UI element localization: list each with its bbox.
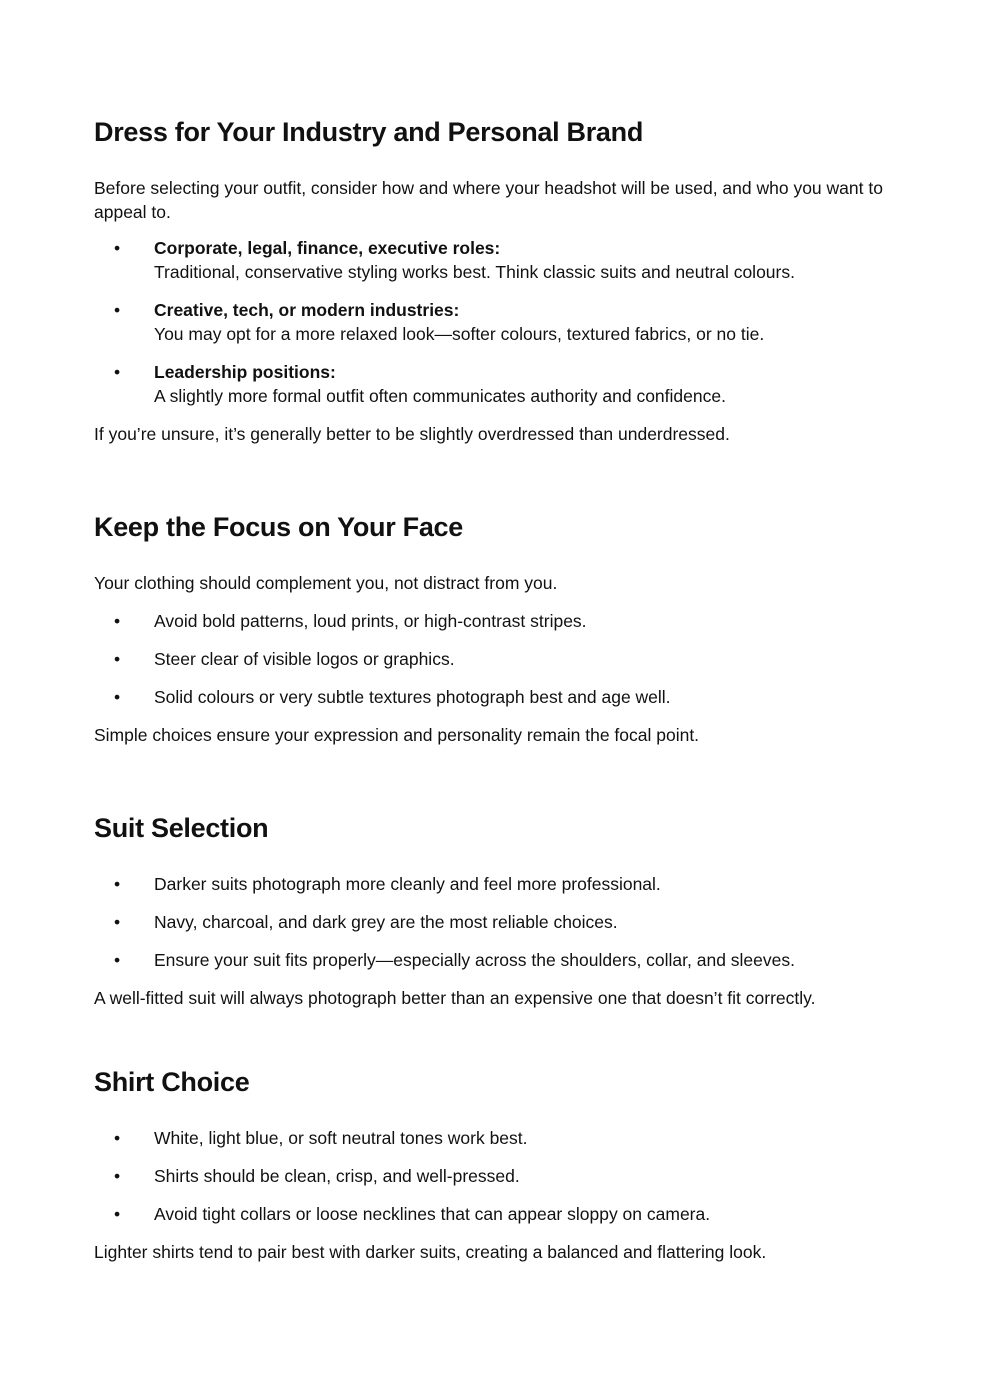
section-industry-brand <box>94 114 894 446</box>
list-item <box>94 685 894 709</box>
bullet-list <box>94 872 894 972</box>
list-item <box>94 1126 894 1150</box>
list-item <box>94 948 894 972</box>
bullet-icon: • <box>114 1204 121 1224</box>
list-item <box>94 910 894 934</box>
section-shirt-choice <box>94 1064 894 1264</box>
bullet-icon: • <box>114 238 121 258</box>
list-item-title: Leadership positions: <box>154 362 336 382</box>
section-intro: Before selecting your outfit, consider how and where your headshot will be used, and who you want to appeal to. <box>94 178 883 222</box>
list-item <box>94 1202 894 1226</box>
list-item-text: You may opt for a more relaxed look—softer colours, textured fabrics, or no tie. <box>154 324 765 344</box>
bullet-icon: • <box>114 1128 121 1148</box>
list-item-text: Avoid tight collars or loose necklines that can appear sloppy on camera. <box>154 1204 711 1224</box>
section-outro: If you’re unsure, it’s generally better to be slightly overdressed than underdressed. <box>94 424 730 444</box>
list-item-text: Shirts should be clean, crisp, and well-pressed. <box>154 1166 520 1186</box>
bullet-icon: • <box>114 950 121 970</box>
list-item-text: Ensure your suit fits properly—especially across the shoulders, collar, and sleeves. <box>154 950 795 970</box>
section-focus-face <box>94 509 894 747</box>
section-heading: Keep the Focus on Your Face <box>94 512 463 542</box>
section-outro: A well-fitted suit will always photograph better than an expensive one that doesn’t fit correctly. <box>94 988 816 1008</box>
section-outro: Lighter shirts tend to pair best with darker suits, creating a balanced and flattering look. <box>94 1242 767 1262</box>
list-item <box>94 298 894 346</box>
list-item-text: Avoid bold patterns, loud prints, or high-contrast stripes. <box>154 611 587 631</box>
list-item-title: Creative, tech, or modern industries: <box>154 300 460 320</box>
list-item-text: A slightly more formal outfit often communicates authority and confidence. <box>154 386 726 406</box>
bullet-icon: • <box>114 611 121 631</box>
list-item <box>94 872 894 896</box>
section-outro: Simple choices ensure your expression and personality remain the focal point. <box>94 725 700 745</box>
bullet-icon: • <box>114 362 121 382</box>
bullet-icon: • <box>114 1166 121 1186</box>
bullet-icon: • <box>114 687 121 707</box>
section-heading: Shirt Choice <box>94 1067 250 1097</box>
list-item-text: White, light blue, or soft neutral tones work best. <box>154 1128 528 1148</box>
bullet-icon: • <box>114 300 121 320</box>
bullet-list <box>94 1126 894 1226</box>
list-item <box>94 1164 894 1188</box>
list-item-title: Corporate, legal, finance, executive roles: <box>154 238 501 258</box>
bullet-icon: • <box>114 912 121 932</box>
list-item-text: Traditional, conservative styling works best. Think classic suits and neutral colours. <box>154 262 795 282</box>
section-intro: Your clothing should complement you, not distract from you. <box>94 573 558 593</box>
list-item <box>94 236 894 284</box>
section-heading: Dress for Your Industry and Personal Brand <box>94 117 644 147</box>
bullet-list <box>94 236 894 408</box>
bullet-icon: • <box>114 874 121 894</box>
list-item <box>94 647 894 671</box>
list-item <box>94 360 894 408</box>
section-heading: Suit Selection <box>94 813 269 843</box>
list-item-text: Steer clear of visible logos or graphics. <box>154 649 455 669</box>
bullet-icon: • <box>114 649 121 669</box>
list-item-text: Solid colours or very subtle textures photograph best and age well. <box>154 687 671 707</box>
section-suit-selection <box>94 810 894 1010</box>
list-item-text: Navy, charcoal, and dark grey are the most reliable choices. <box>154 912 618 932</box>
list-item <box>94 609 894 633</box>
bullet-list <box>94 609 894 709</box>
list-item-text: Darker suits photograph more cleanly and feel more professional. <box>154 874 661 894</box>
